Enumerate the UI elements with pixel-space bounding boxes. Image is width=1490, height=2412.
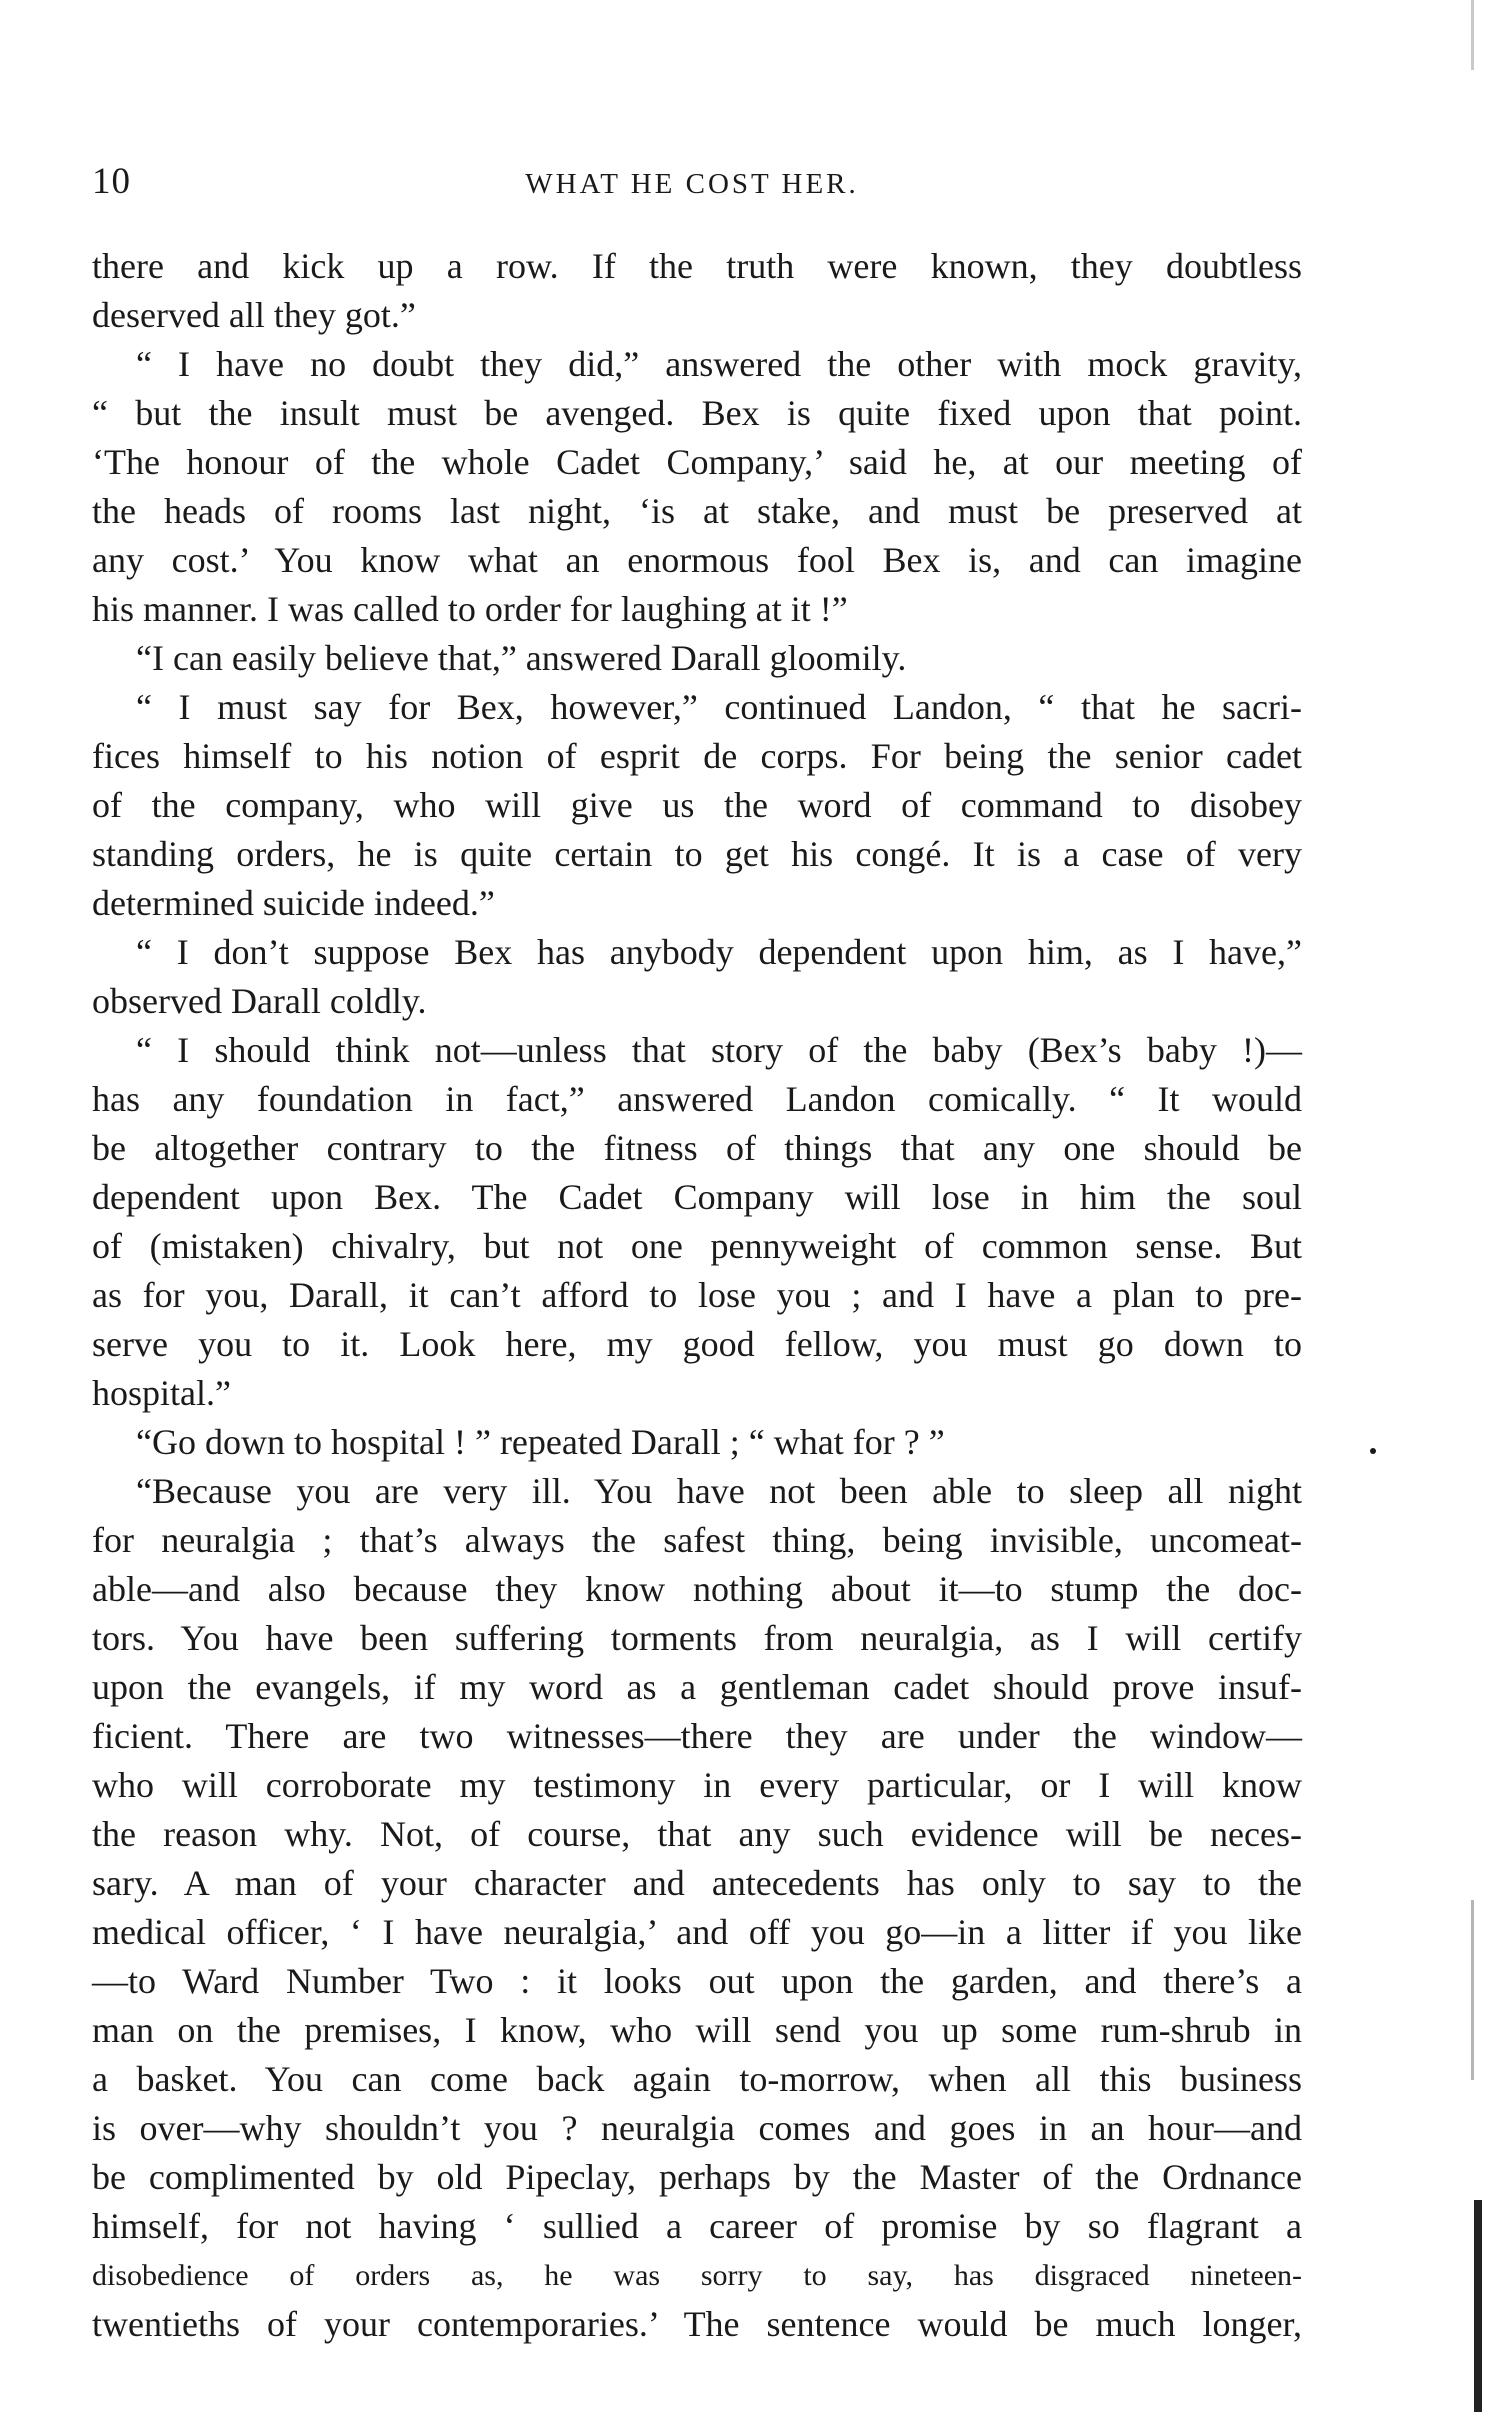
text-line: —to Ward Number Two : it looks out upon the garden, and there’s a <box>92 1961 1302 2001</box>
text-line: “ but the insult must be avenged. Bex is quite fixed upon that point. <box>92 393 1302 433</box>
text-line: is over—why shouldn’t you ? neuralgia comes and goes in an hour—and <box>92 2108 1302 2148</box>
text-line: “ I should think not—unless that story of the baby (Bex’s baby !)— <box>136 1030 1302 1070</box>
page-number: 10 <box>92 161 131 202</box>
text-line: “ I must say for Bex, however,” continued Landon, “ that he sacri- <box>136 687 1302 727</box>
text-line: upon the evangels, if my word as a gentleman cadet should prove insuf- <box>92 1667 1302 1707</box>
text-line: any cost.’ You know what an enormous fool Bex is, and can imagine <box>92 540 1302 580</box>
running-head <box>92 160 1292 210</box>
text-line: there and kick up a row. If the truth were known, they doubtless <box>92 246 1302 286</box>
text-line: disobedience of orders as, he was sorry to say, has disgraced nineteen- <box>92 2259 1302 2292</box>
text-line: ‘The honour of the whole Cadet Company,’ said he, at our meeting of <box>92 442 1302 482</box>
text-line: “Because you are very ill. You have not been able to sleep all night <box>136 1471 1302 1511</box>
text-line: a basket. You can come back again to-morrow, when all this business <box>92 2059 1302 2099</box>
text-line: medical officer, ‘ I have neuralgia,’ and off you go—in a litter if you like <box>92 1912 1302 1952</box>
text-line: fices himself to his notion of esprit de corps. For being the senior cadet <box>92 736 1302 776</box>
text-line: determined suicide indeed.” <box>92 883 495 923</box>
text-line: the reason why. Not, of course, that any such evidence will be neces- <box>92 1814 1302 1854</box>
text-line: tors. You have been suffering torments from neuralgia, as I will certify <box>92 1618 1302 1658</box>
text-line: sary. A man of your character and antecedents has only to say to the <box>92 1863 1302 1903</box>
text-line: standing orders, he is quite certain to get his congé. It is a case of very <box>92 834 1302 874</box>
text-line: twentieths of your contemporaries.’ The sentence would be much longer, <box>92 2304 1302 2344</box>
text-line: for neuralgia ; that’s always the safest thing, being invisible, uncomeat- <box>92 1520 1302 1560</box>
text-line: who will corroborate my testimony in every particular, or I will know <box>92 1765 1302 1805</box>
text-line: ficient. There are two witnesses—there they are under the window— <box>92 1716 1302 1756</box>
text-line: has any foundation in fact,” answered Landon comically. “ It would <box>92 1079 1302 1119</box>
text-line: deserved all they got.” <box>92 295 416 335</box>
text-line: “Go down to hospital ! ” repeated Darall ; “ what for ? ” <box>136 1422 945 1462</box>
text-line: of (mistaken) chivalry, but not one pennyweight of common sense. But <box>92 1226 1302 1266</box>
margin-speckle <box>1471 0 1474 70</box>
binding-edge-shadow <box>1474 2200 1482 2412</box>
running-title: WHAT HE COST HER. <box>525 168 859 200</box>
text-line: man on the premises, I know, who will send you up some rum-shrub in <box>92 2010 1302 2050</box>
text-line: his manner. I was called to order for laughing at it !” <box>92 589 848 629</box>
text-line: the heads of rooms last night, ‘is at stake, and must be preserved at <box>92 491 1302 531</box>
text-line: be complimented by old Pipeclay, perhaps by the Master of the Ordnance <box>92 2157 1302 2197</box>
text-line: “I can easily believe that,” answered Darall gloomily. <box>136 638 907 678</box>
body-text <box>92 242 1302 2349</box>
text-line: be altogether contrary to the fitness of things that any one should be <box>92 1128 1302 1168</box>
ink-speck <box>1370 1448 1376 1454</box>
text-line: as for you, Darall, it can’t afford to lose you ; and I have a plan to pre- <box>92 1275 1302 1315</box>
margin-speckle <box>1471 1900 1474 2080</box>
text-line: able—and also because they know nothing about it—to stump the doc- <box>92 1569 1302 1609</box>
text-line: “ I have no doubt they did,” answered the other with mock gravity, <box>136 344 1302 384</box>
text-line: observed Darall coldly. <box>92 981 427 1021</box>
text-line: dependent upon Bex. The Cadet Company will lose in him the soul <box>92 1177 1302 1217</box>
text-line: serve you to it. Look here, my good fellow, you must go down to <box>92 1324 1302 1364</box>
text-line: hospital.” <box>92 1373 231 1413</box>
text-line: himself, for not having ‘ sullied a career of promise by so flagrant a <box>92 2206 1302 2246</box>
text-line: “ I don’t suppose Bex has anybody dependent upon him, as I have,” <box>136 932 1302 972</box>
text-line: of the company, who will give us the word of command to disobey <box>92 785 1302 825</box>
